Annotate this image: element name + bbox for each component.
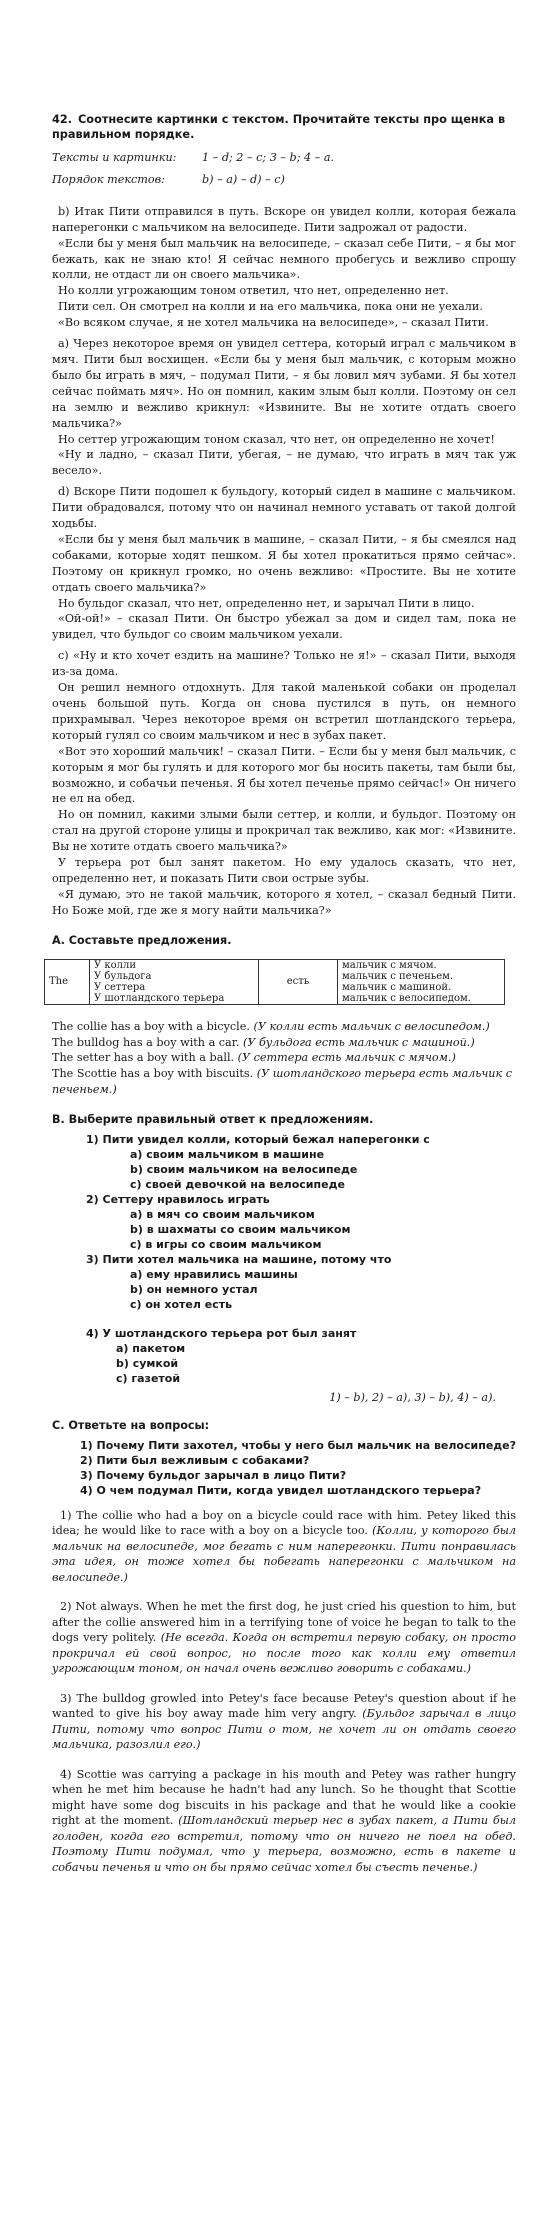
example-sentence: The collie has a boy with a bicycle. (У колли есть мальчик с велосипедом.) <box>52 1019 490 1033</box>
option: с) в игры со своим мальчиком <box>130 1238 322 1252</box>
table-cell: мальчик с печеньем. <box>338 971 505 982</box>
example-sentence: The setter has a boy with a ball. (У сеттера есть мальчик с мячом.) <box>52 1051 456 1065</box>
task-title-text: Соотнесите картинки с текстом. Прочитайте тексты про щенка в правильном порядке. <box>52 113 506 141</box>
answer-paragraph: 2) Not always. When he met the first dog, he just cried his question to him, but after the collie answered him in a terrifying tone of voice he began to talk to the dogs very politely. (Не всегда. Когда он встретил первую собаку, он просто прокричал ей свой вопрос, но после того как колли ему ответил угрожающим тоном, он начал очень вежливо говорить с собаками.) <box>52 1600 516 1676</box>
example-sentence: The Scottie has a boy with biscuits. (У шотландского терьера есть мальчик с печеньем.) <box>52 1067 513 1097</box>
story-paragraph: a) Через некоторое время он увидел сеттера, который играл с мальчиком в мяч. Пити был восхищен. «Если бы у меня был мальчик, с которым можно было бы играть в мяч, – подумал Пити, – я бы ловил мяч зубами. Я бы хотел сейчас поймать мяч». Но он помнил, каким злым был колли. Поэтому он сел на землю и вежливо крикнул: «Извините. Вы не хотите отдать своего мальчика?» <box>52 337 516 430</box>
option: с) газетой <box>116 1372 181 1386</box>
story-text <box>52 204 516 919</box>
question-list <box>86 1132 516 1386</box>
story-paragraph: «Если бы у меня был мальчик в машине, – сказал Пити, – я бы смеялся над собаками, которые ходят пешком. Я бы хотел прокатиться прямо сейчас». Поэтому он крикнул громко, но очень вежливо: «Простите. Вы не хотите отдать своего мальчика?» <box>52 532 516 594</box>
answer-value: 1 – d; 2 – c; 3 – b; 4 – a. <box>202 151 335 164</box>
story-paragraph: Но бульдог сказал, что нет, определенно нет, и зарычал Пити в лицо. <box>58 596 475 610</box>
option: а) в мяч со своим мальчиком <box>130 1208 315 1222</box>
table-cell: У бульдога <box>90 971 259 982</box>
answer-label: Порядок текстов: <box>52 172 165 186</box>
answer-label: Тексты и картинки: <box>52 151 177 164</box>
question: 1) Почему Пити захотел, чтобы у него был мальчик на велосипеде? <box>80 1438 517 1452</box>
question-list <box>80 1438 516 1498</box>
table-cell: У шотландского терьера <box>90 993 259 1005</box>
option: с) своей девочкой на велосипеде <box>130 1178 345 1192</box>
question: 3) Пити хотел мальчика на машине, потому что <box>86 1253 392 1267</box>
story-paragraph: Он решил немного отдохнуть. Для такой маленькой собаки он проделал очень большой путь. Когда он снова пустился в путь, он немного прихрамывал. Через некоторое время он встретил шотландского терьера, который гулял со своим мальчиком и нес в зубах пакет. <box>52 681 516 742</box>
table-cell: мальчик с велосипедом. <box>338 993 505 1005</box>
story-paragraph: «Вот это хороший мальчик! – сказал Пити. – Если бы у меня был мальчик, с которым я мог бы гулять и для которого мог бы носить пакеты, там были бы, возможно, и собачьи печенья. Я бы хотел печенье прямо сейчас!» Он ничего не ел на обед. <box>52 744 516 806</box>
table-cell: мальчик с машиной. <box>338 982 505 993</box>
answer-paragraph: 4) Scottie was carrying a package in his mouth and Petey was rather hungry when he met him because he hadn't had any lunch. So he thought that Scottie might have some dog biscuits in his package and that he would like a cookie right at the moment. (Шотландский терьер нес в зубах пакет, а Пити был голоден, когда его встретил, потому что он ничего не поел на обед. Поэтому Пити подумал, что у терьера, возможно, есть в пакете и собачьи печенья и что он бы прямо сейчас хотел бы съесть печенье.) <box>52 1767 516 1874</box>
story-paragraph: «Ой-ой!» – сказал Пити. Он быстро убежал за дом и сидел там, пока не увидел, что бульдог со своим мальчиком уехали. <box>52 612 516 642</box>
story-paragraph: «Ну и ладно, – сказал Пити, убегая, – не думаю, что играть в мяч так уж весело». <box>52 448 516 478</box>
example-sentence: The bulldog has a boy with a car. (У бульдога есть мальчик с машиной.) <box>52 1035 475 1049</box>
task-number: 42. <box>52 113 73 126</box>
answer-row-order <box>52 172 516 188</box>
section-b-answer: 1) – b), 2) – a), 3) – b), 4) – a). <box>329 1391 496 1405</box>
story-paragraph: «Если бы у меня был мальчик на велосипеде, – сказал себе Пити, – я бы мог бежать, как не знаю кто! Я сейчас немного пробегусь и вежливо спрошу колли, не отдаст ли он своего мальчика». <box>52 236 516 282</box>
question: 2) Сеттеру нравилось играть <box>86 1193 270 1207</box>
sentence-table <box>44 959 505 1005</box>
option: а) ему нравились машины <box>130 1268 298 1282</box>
table-cell: мальчик с мячом. <box>338 959 505 971</box>
option: b) в шахматы со своим мальчиком <box>130 1223 351 1237</box>
story-paragraph: Но сеттер угрожающим тоном сказал, что нет, он определенно не хочет! <box>58 432 495 446</box>
answer-row-texts <box>52 150 516 166</box>
task-title <box>52 112 516 142</box>
option: b) своим мальчиком на велосипеде <box>130 1163 358 1177</box>
answer-paragraph: 1) The collie who had a boy on a bicycle could race with him. Petey liked this idea; he would like to race with a boy on a bicycle too. (Колли, у которого был мальчик на велосипеде, мог бегать с ним наперегонки. Пити понравилась эта идея, он тоже хотел бы побегать наперегонки с мальчиком на велосипеде.) <box>52 1508 517 1584</box>
story-paragraph: «Во всяком случае, я не хотел мальчика на велосипеде», – сказал Пити. <box>58 316 489 330</box>
section-b-heading: В. Выберите правильный ответ к предложениям. <box>52 1113 374 1127</box>
story-paragraph: Но он помнил, какими злыми были сеттер, и колли, и бульдог. Поэтому он стал на другой стороне улицы и прокричал так вежливо, как мог: «Извините. Вы не хотите отдать своего мальчика?» <box>52 808 516 854</box>
table-subject: The <box>45 959 90 1004</box>
section-c-heading: С. Ответьте на вопросы: <box>52 1418 210 1432</box>
story-paragraph: c) «Ну и кто хочет ездить на машине? Только не я!» – сказал Пити, выходя из-за дома. <box>52 649 516 679</box>
question: 4) О чем подумал Пити, когда увидел шотландского терьера? <box>80 1483 482 1497</box>
question: 1) Пити увидел колли, который бежал наперегонки с <box>86 1133 430 1147</box>
option: а) пакетом <box>116 1342 186 1356</box>
story-paragraph: b) Итак Пити отправился в путь. Вскоре он увидел колли, которая бежала наперегонки с мальчиком на велосипеде. Пити задрожал от радости. <box>52 204 516 234</box>
table-verb: есть <box>259 959 338 1004</box>
option: с) он хотел есть <box>130 1298 233 1312</box>
table-cell: У сеттера <box>90 982 259 993</box>
story-paragraph: У терьера рот был занят пакетом. Но ему удалось сказать, что нет, определенно нет, и показать Пити свои острые зубы. <box>52 856 516 885</box>
option: b) сумкой <box>116 1357 179 1371</box>
answer-value: b) – a) – d) – c) <box>202 172 285 186</box>
answer-paragraph: 3) The bulldog growled into Petey's face because Petey's question about if he wanted to give his boy away made him very angry. (Бульдог зарычал в лицо Пити, потому что вопрос Пити о том, не хочет ли он отдать своего мальчика, разозлил его.) <box>52 1691 516 1752</box>
story-paragraph: «Я думаю, это не такой мальчик, которого я хотел, – сказал бедный Пити. Но Боже мой, где же я могу найти мальчика?» <box>52 887 516 917</box>
answers-block <box>52 1508 516 1876</box>
table-cell: У колли <box>90 959 259 971</box>
story-paragraph: Но колли угрожающим тоном ответил, что нет, определенно нет. <box>58 284 449 298</box>
example-sentences <box>52 1019 516 1099</box>
story-paragraph: Пити сел. Он смотрел на колли и на его мальчика, пока они не уехали. <box>58 300 483 314</box>
section-a-heading: А. Составьте предложения. <box>52 933 232 947</box>
question: 4) У шотландского терьера рот был занят <box>86 1327 357 1341</box>
question: 2) Пити был вежливым с собаками? <box>80 1453 310 1467</box>
story-paragraph: d) Вскоре Пити подошел к бульдогу, который сидел в машине с мальчиком. Пити обрадовался, потому что он начинал немного уставать от такой долгой ходьбы. <box>52 485 516 531</box>
option: b) он немного устал <box>130 1283 258 1297</box>
question: 3) Почему бульдог зарычал в лицо Пити? <box>80 1468 347 1482</box>
option: а) своим мальчиком в машине <box>130 1148 325 1162</box>
